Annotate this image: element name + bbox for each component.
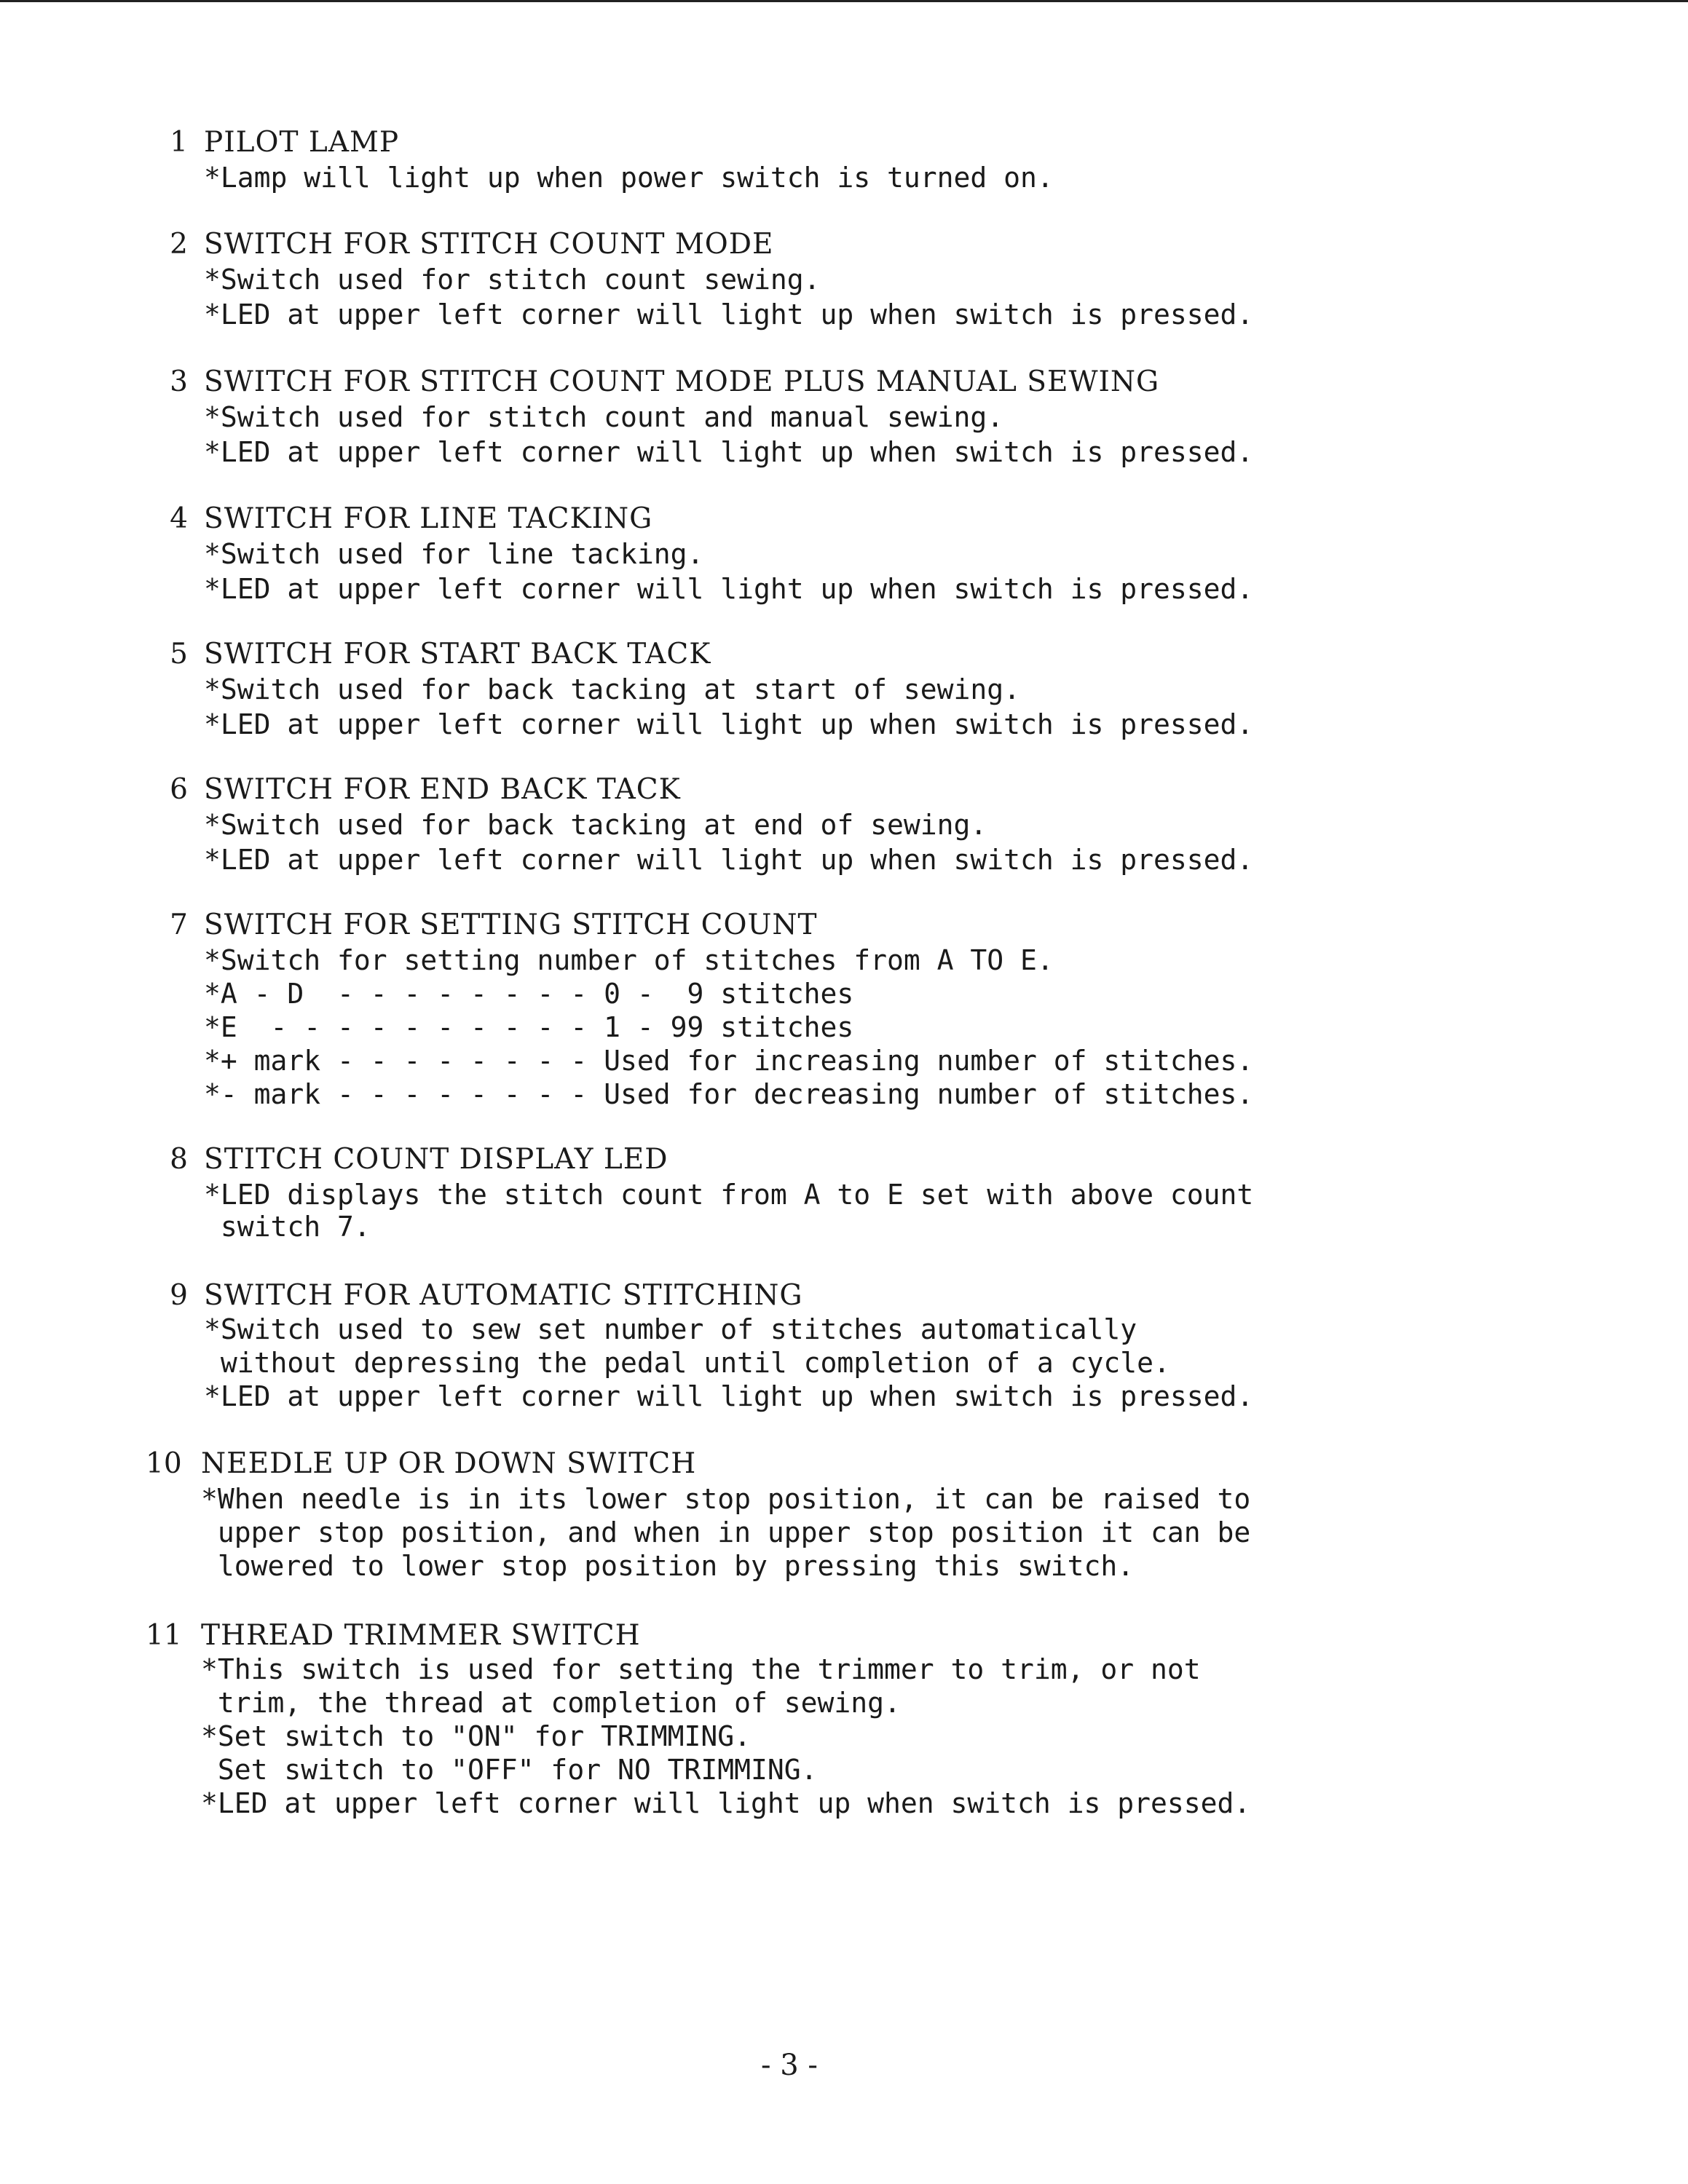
- section-line: *Lamp will light up when power switch is turned on.: [204, 162, 1054, 194]
- section-heading: SWITCH FOR END BACK TACK: [204, 773, 681, 806]
- section-line: *Switch used for stitch count and manual sewing.: [204, 401, 1004, 433]
- section-line: *E - - - - - - - - - - 1 - 99 stitches: [204, 1011, 854, 1043]
- section-line: *- mark - - - - - - - - Used for decreasing number of stitches.: [204, 1078, 1254, 1110]
- section-heading: SWITCH FOR AUTOMATIC STITCHING: [204, 1279, 803, 1312]
- section-line: switch 7.: [204, 1211, 371, 1243]
- section-line: *Switch used for back tacking at end of sewing.: [204, 809, 987, 841]
- section-number: 8: [170, 1143, 188, 1176]
- section-heading: SWITCH FOR SETTING STITCH COUNT: [204, 909, 818, 941]
- section-number: 2: [170, 228, 188, 261]
- section-line: lowered to lower stop position by pressing this switch.: [201, 1550, 1135, 1582]
- section-line: *Switch used for stitch count sewing.: [204, 264, 821, 296]
- section-line: *LED at upper left corner will light up when switch is pressed.: [204, 298, 1254, 331]
- section-number: 6: [170, 773, 188, 806]
- section-heading: SWITCH FOR STITCH COUNT MODE: [204, 228, 774, 261]
- section-line: *LED displays the stitch count from A to E set with above count: [204, 1179, 1254, 1211]
- section-number: 1: [170, 126, 188, 159]
- section-line: *LED at upper left corner will light up when switch is pressed.: [204, 708, 1254, 740]
- section-heading: PILOT LAMP: [204, 126, 400, 159]
- section-line: *Set switch to "ON" for TRIMMING.: [201, 1720, 751, 1752]
- section-number: 4: [170, 502, 188, 535]
- section-number: 9: [170, 1279, 188, 1312]
- section-number: 3: [170, 365, 188, 398]
- section-heading: THREAD TRIMMER SWITCH: [201, 1619, 641, 1652]
- section-line: upper stop position, and when in upper stop position it can be: [201, 1516, 1251, 1548]
- page-number: - 3 -: [761, 2049, 818, 2082]
- section-line: *This switch is used for setting the trimmer to trim, or not: [201, 1653, 1201, 1685]
- section-heading: SWITCH FOR STITCH COUNT MODE PLUS MANUAL SEWING: [204, 365, 1160, 398]
- section-line: Set switch to "OFF" for NO TRIMMING.: [201, 1754, 818, 1786]
- section-line: without depressing the pedal until completion of a cycle.: [204, 1347, 1170, 1379]
- section-line: *+ mark - - - - - - - - Used for increasing number of stitches.: [204, 1045, 1254, 1077]
- section-line: *Switch used for back tacking at start of sewing.: [204, 673, 1021, 705]
- section-line: *A - D - - - - - - - - 0 - 9 stitches: [204, 978, 854, 1010]
- section-number: 7: [170, 909, 188, 941]
- section-line: *Switch used to sew set number of stitches automatically: [204, 1313, 1137, 1345]
- section-line: *When needle is in its lower stop position, it can be raised to: [201, 1483, 1251, 1515]
- section-heading: STITCH COUNT DISPLAY LED: [204, 1143, 669, 1176]
- section-line: trim, the thread at completion of sewing.: [201, 1687, 901, 1719]
- section-number: 5: [170, 638, 188, 670]
- section-line: *LED at upper left corner will light up when switch is pressed.: [201, 1787, 1251, 1819]
- section-line: *LED at upper left corner will light up when switch is pressed.: [204, 1380, 1254, 1412]
- section-number: 10: [146, 1447, 182, 1480]
- section-line: *Switch used for line tacking.: [204, 538, 704, 570]
- section-heading: SWITCH FOR START BACK TACK: [204, 638, 711, 670]
- section-line: *LED at upper left corner will light up when switch is pressed.: [204, 573, 1254, 605]
- section-heading: SWITCH FOR LINE TACKING: [204, 502, 653, 535]
- section-line: *LED at upper left corner will light up when switch is pressed.: [204, 844, 1254, 876]
- section-line: *LED at upper left corner will light up when switch is pressed.: [204, 436, 1254, 468]
- section-number: 11: [146, 1619, 182, 1652]
- section-heading: NEEDLE UP OR DOWN SWITCH: [201, 1447, 697, 1480]
- section-line: *Switch for setting number of stitches from A TO E.: [204, 944, 1054, 976]
